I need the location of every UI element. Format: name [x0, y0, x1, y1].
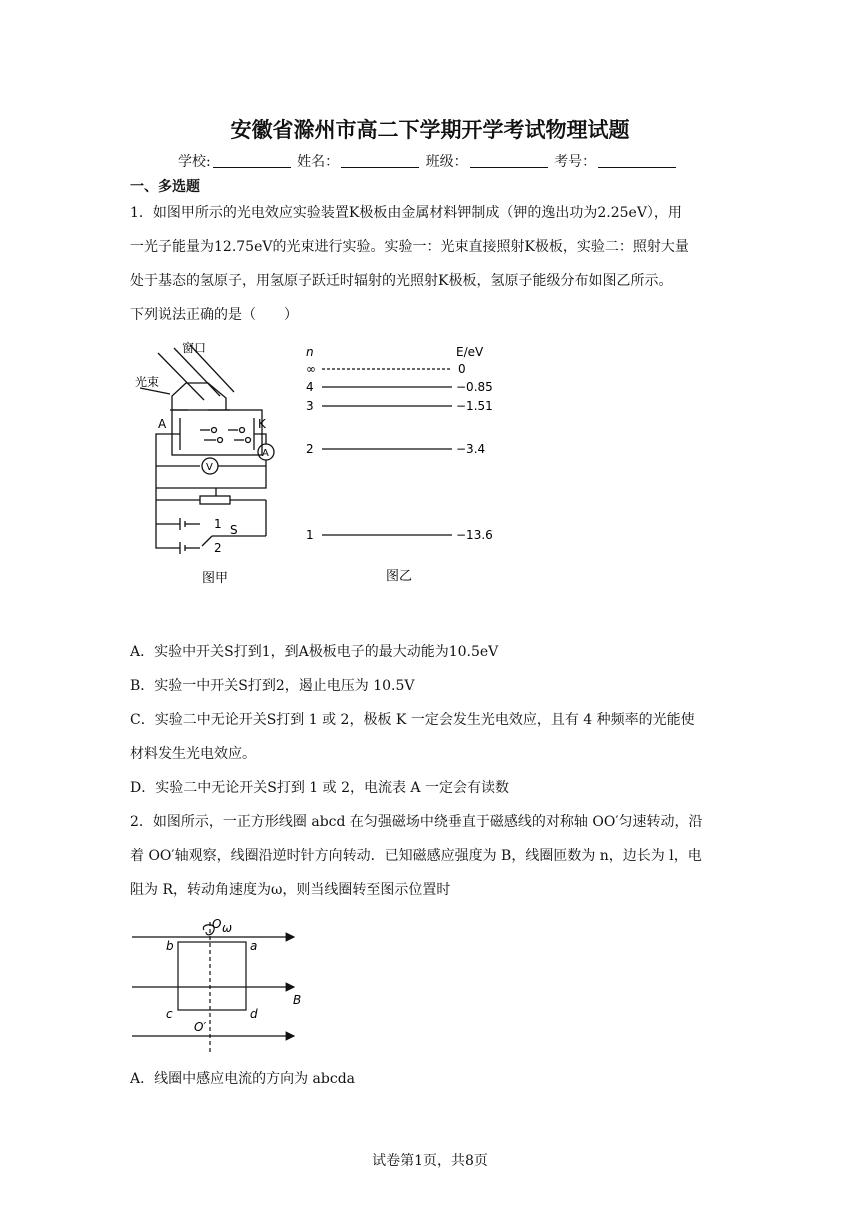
label-window: 窗口 [182, 341, 207, 355]
level-e-1: −13.6 [456, 528, 493, 542]
label-field-b: B [293, 993, 302, 1007]
label-omega: ω [222, 921, 233, 935]
label-ammeter: A [262, 448, 269, 459]
figure-yi [300, 338, 510, 588]
label-voltmeter: V [206, 462, 213, 473]
label-o-prime: O′ [194, 1020, 207, 1034]
label-d-corner: d [250, 1007, 258, 1021]
label-plate-k: K [258, 417, 266, 431]
figure-yi-caption: 图乙 [386, 569, 413, 584]
q1-line3: 处于基态的氢原子，用氢原子跃迁时辐射的光照射K极板，氢原子能级分布如图乙所示。 [130, 273, 673, 289]
class-blank[interactable] [470, 153, 548, 168]
figure-jia-caption: 图甲 [202, 571, 229, 586]
label-c-corner: c [166, 1007, 173, 1021]
q2-line1: 2．如图所示，一正方形线圈 abcd 在匀强磁场中绕垂直于磁感线的对称轴 OO′匀速转动，沿 [130, 814, 703, 830]
label-o: O [212, 917, 222, 931]
label-terminal-1: 1 [214, 517, 222, 531]
section-heading: 一、多选题 [130, 179, 200, 195]
exam-no-blank[interactable] [598, 153, 676, 168]
q2-line3: 阻为 R，转动角速度为ω，则当线圈转至图示位置时 [130, 882, 451, 898]
school-label: 学校: [178, 154, 211, 170]
q1-option-d: D．实验二中无论开关S打到 1 或 2，电流表 A 一定会有读数 [130, 780, 509, 796]
label-beam: 光束 [135, 375, 160, 389]
level-e-2: −3.4 [456, 442, 486, 456]
q1-option-c-line2: 材料发生光电效应。 [130, 746, 256, 762]
level-e-3: −1.51 [456, 399, 493, 413]
q1-option-c-line1: C．实验二中无论开关S打到 1 或 2，极板 K 一定会发生光电效应，且有 4 种频率的光能使 [130, 712, 695, 728]
q1-option-b: B．实验一中开关S打到2，遏止电压为 10.5V [130, 678, 415, 694]
level-n-1: 1 [306, 528, 314, 542]
label-switch: S [230, 523, 238, 537]
page-footer: 试卷第1页，共8页 [372, 1153, 488, 1169]
figure-coil [130, 912, 310, 1057]
level-e-inf: 0 [458, 362, 466, 376]
level-e-4: −0.85 [456, 380, 493, 394]
label-a-corner: a [250, 939, 258, 953]
student-info-row [178, 151, 678, 171]
q2-line2: 着 OO′轴观察，线圈沿逆时针方向转动．已知磁感应强度为 B，线圈匝数为 n，边长为 l，电 [130, 848, 702, 864]
label-n: n [306, 345, 314, 359]
q1-line1: 1．如图甲所示的光电效应实验装置K极板由金属材料钾制成（钾的逸出功为2.25eV），用 [130, 205, 682, 221]
q1-line4: 下列说法正确的是（ ） [130, 307, 298, 323]
q1-line2: 一光子能量为12.75eV的光束进行实验。实验一：光束直接照射K极板，实验二：照射大量 [130, 239, 689, 255]
label-plate-a: A [158, 417, 167, 431]
level-n-inf: ∞ [306, 362, 316, 376]
exam-no-label: 考号： [554, 154, 597, 170]
school-blank[interactable] [213, 153, 291, 168]
q2-option-a: A．线圈中感应电流的方向为 abcda [130, 1071, 356, 1087]
label-b-corner: b [166, 939, 174, 953]
label-energy-unit: E/eV [456, 345, 484, 359]
level-n-4: 4 [306, 380, 314, 394]
label-terminal-2: 2 [214, 541, 222, 555]
level-n-3: 3 [306, 399, 314, 413]
name-label: 姓名： [297, 154, 340, 170]
name-blank[interactable] [341, 153, 419, 168]
level-n-2: 2 [306, 442, 314, 456]
q1-option-a: A．实验中开关S打到1，到A极板电子的最大动能为10.5eV [130, 644, 499, 660]
page-title: 安徽省滁州市高二下学期开学考试物理试题 [230, 118, 630, 142]
class-label: 班级： [425, 154, 468, 170]
figure-jia [130, 338, 300, 588]
